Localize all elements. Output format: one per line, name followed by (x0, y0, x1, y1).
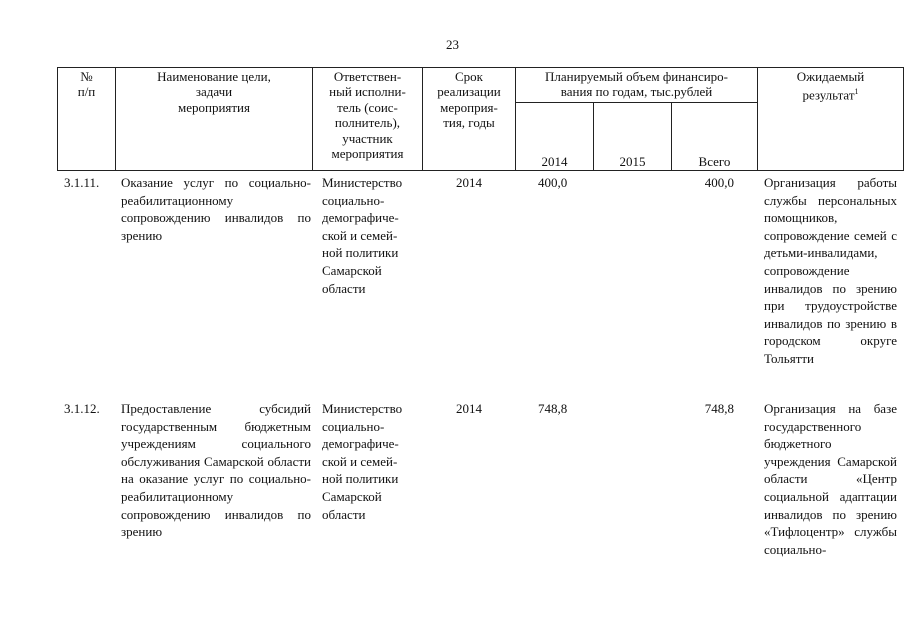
row-2014: 400,0 (538, 175, 568, 190)
header-2014: 2014 (541, 154, 568, 169)
row-num: 3.1.11. (64, 175, 100, 190)
header-result (758, 69, 903, 103)
row-responsible: Министерство социально- демографиче- ской и семей- ной политики Самарской области (322, 175, 403, 296)
financing-subheader-line (515, 102, 757, 103)
row-responsible: Министерство социально- демографиче- ской и семей- ной политики Самарской области (322, 401, 403, 522)
row-name: Предоставление субсидий государственным бюджетным учреждениям социального обслуживания Самарской области на оказание услуг по социально-реабилитационному сопровождению инвалидов по зрению (121, 401, 311, 540)
header-result-footnote: 1 (854, 87, 859, 97)
header-term: Срок реализации мероприя- тия, годы (437, 69, 501, 131)
table-header-bottom-border (57, 170, 904, 171)
header-responsible: Ответствен- ный исполни- тель (соис- полнитель), участник мероприятия (329, 69, 406, 162)
header-total: Всего (698, 154, 731, 169)
header-result-text: Ожидаемый результат (796, 69, 865, 103)
table-top-border (57, 67, 904, 68)
row-result: Организация на базе государственного бюджетного учреждения Самарской области «Центр социальной адаптации инвалидов по зрению «Тифлоцентр» службы социально- (764, 401, 897, 557)
row-num: 3.1.12. (64, 401, 100, 416)
row-result: Организация работы службы персональных помощников, сопровождение семей с детьми-инвалидами, сопровождение инвалидов по зрению при трудоустройстве инвалидов по зрению в городском округе Тольятти (764, 175, 897, 366)
row-total: 748,8 (704, 401, 734, 416)
header-2015: 2015 (619, 154, 646, 169)
row-2014: 748,8 (538, 401, 568, 416)
row-term: 2014 (456, 175, 482, 190)
table-header (57, 67, 904, 171)
row-name: Оказание услуг по социально-реабилитационному сопровождению инвалидов по зрению (121, 175, 311, 243)
header-financing: Планируемый объем финансиро- вания по годам, тыс.рублей (544, 69, 729, 100)
table-right-border (903, 67, 904, 171)
row-total: 400,0 (704, 175, 734, 190)
header-num: № п/п (77, 69, 96, 100)
header-name: Наименование цели, задачи мероприятия (157, 69, 271, 115)
page-number: 23 (446, 37, 459, 52)
row-term: 2014 (456, 401, 482, 416)
